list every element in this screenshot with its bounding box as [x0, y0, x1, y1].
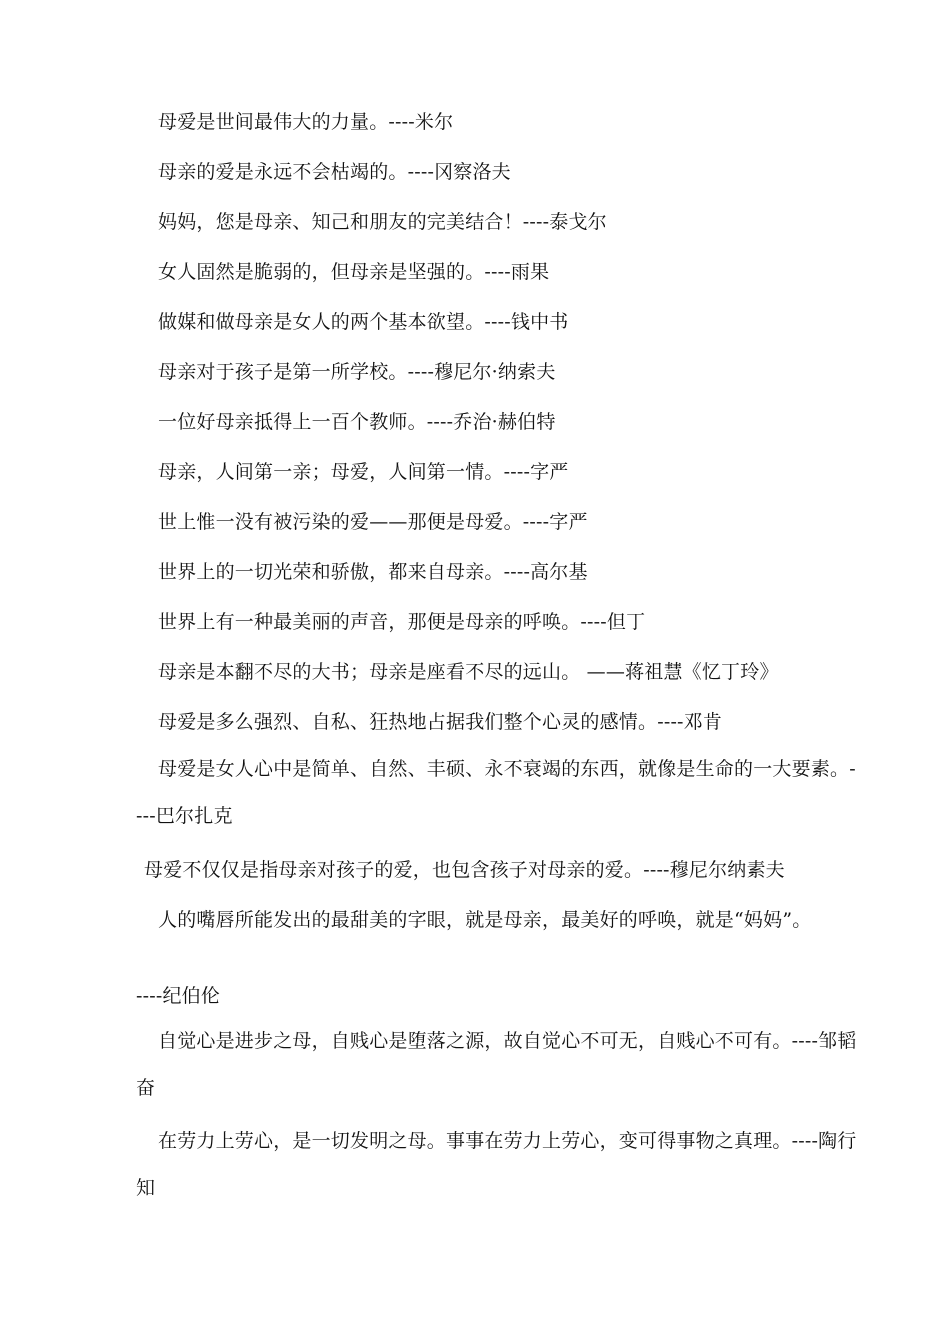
quote-attribution: ----纪伯伦: [136, 985, 221, 1007]
quote-paragraph: 母爱是女人心中是简单、自然、丰硕、永不衰竭的东西，就像是生命的一大要素。----巴尔扎克: [136, 758, 856, 827]
quote-line: 母亲的爱是永远不会枯竭的。----冈察洛夫: [158, 161, 511, 183]
quote-line: 女人固然是脆弱的，但母亲是坚强的。----雨果: [158, 261, 550, 283]
quote-line: 妈妈，您是母亲、知己和朋友的完美结合！----泰戈尔: [158, 211, 607, 233]
quote-line: 一位好母亲抵得上一百个教师。----乔治·赫伯特: [158, 411, 556, 433]
quote-line: 世上惟一没有被污染的爱——那便是母爱。----字严: [158, 511, 588, 533]
quote-line: 做媒和做母亲是女人的两个基本欲望。----钱中书: [158, 311, 569, 333]
quote-line: 世界上有一种最美丽的声音，那便是母亲的呼唤。----但丁: [158, 611, 646, 633]
quote-line: 母亲，人间第一亲；母爱，人间第一情。----字严: [158, 461, 569, 483]
quote-paragraph: 在劳力上劳心，是一切发明之母。事事在劳力上劳心，变可得事物之真理。----陶行知: [136, 1130, 857, 1199]
quote-line: 母爱是多么强烈、自私、狂热地占据我们整个心灵的感情。----邓肯: [158, 711, 723, 733]
quote-line: 母亲对于孩子是第一所学校。----穆尼尔·纳索夫: [158, 361, 556, 383]
quote-line: 母亲是本翻不尽的大书；母亲是座看不尽的远山。 ——蒋祖慧《忆丁玲》: [158, 661, 779, 683]
quote-paragraph: 自觉心是进步之母，自贱心是堕落之源，故自觉心不可无，自贱心不可有。----邹韬奋: [136, 1030, 857, 1099]
quote-line: 母爱不仅仅是指母亲对孩子的爱，也包含孩子对母亲的爱。----穆尼尔纳素夫: [144, 859, 785, 881]
quote-line: 母爱是世间最伟大的力量。----米尔: [158, 111, 454, 133]
quote-line: 世界上的一切光荣和骄傲，都来自母亲。----高尔基: [158, 561, 588, 583]
quote-paragraph: 人的嘴唇所能发出的最甜美的字眼，就是母亲，最美好的呼唤，就是“妈妈”。: [158, 909, 812, 931]
